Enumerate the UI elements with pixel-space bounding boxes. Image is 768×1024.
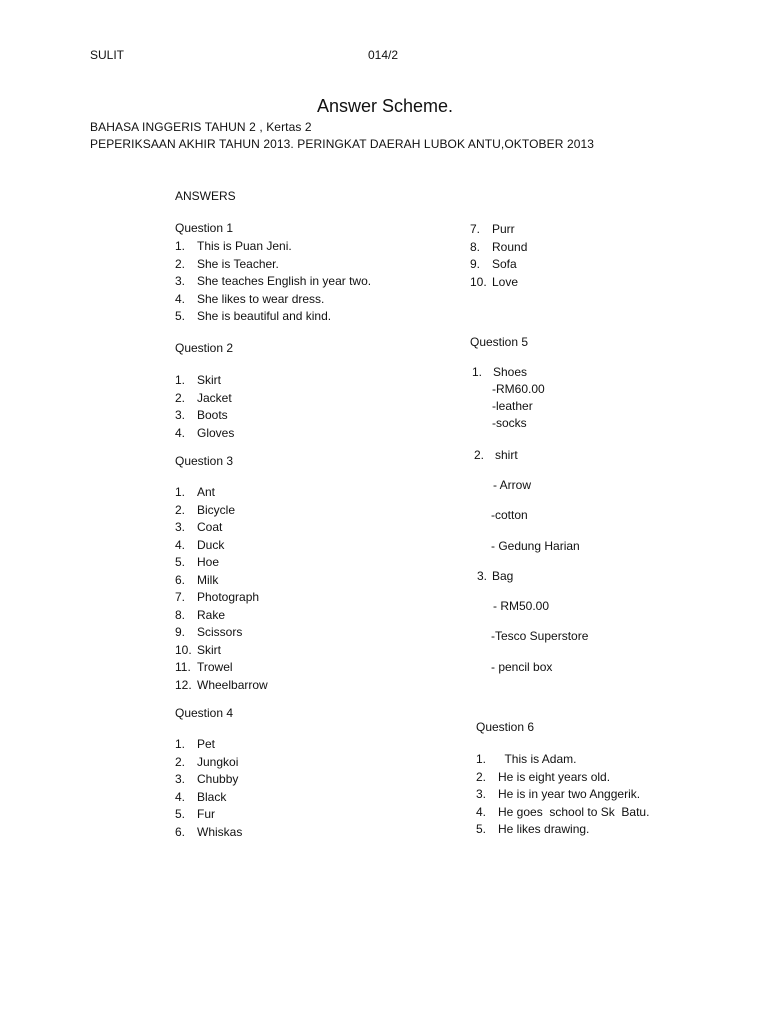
q5-shoes-detail: -socks <box>492 416 527 430</box>
q5-bag-detail: - pencil box <box>491 660 553 674</box>
question-3-list <box>175 484 435 694</box>
list-item: 1. Ant <box>175 485 216 499</box>
list-item: 6. Whiskas <box>175 824 243 839</box>
question-3-title: Question 3 <box>175 454 234 468</box>
list-item: 4. Black <box>175 789 227 804</box>
answers-label: ANSWERS <box>175 189 236 203</box>
header-sulit: SULIT <box>90 48 125 62</box>
list-item: 3. Chubby <box>175 772 239 786</box>
list-item: 8. Round <box>470 239 528 254</box>
question-6-title: Question 6 <box>476 720 535 734</box>
question-4-list <box>175 736 435 841</box>
list-item: 2. Bicycle <box>175 502 236 517</box>
list-item: 4. Duck <box>175 537 225 552</box>
q5-bag-label: Bag <box>492 569 514 583</box>
list-item: 1. Skirt <box>175 373 221 387</box>
list-item: 5. Hoe <box>175 555 220 569</box>
list-item: 8. Rake <box>175 607 226 622</box>
q5-shirt-detail: - Gedung Harian <box>491 539 580 553</box>
q5-shirt-number: 2. <box>474 448 485 462</box>
list-item: 1. This is Adam. <box>476 752 577 766</box>
q5-bag-number: 3. <box>477 569 488 583</box>
page-title: Answer Scheme. <box>317 96 454 116</box>
list-item: 4. He goes school to Sk Batu. <box>476 804 650 819</box>
list-item: 10. Love <box>470 274 519 289</box>
q5-shirt-detail: - Arrow <box>493 478 532 492</box>
list-item: 1. Pet <box>175 737 216 751</box>
list-item: 1. This is Puan Jeni. <box>175 239 292 253</box>
question-6-list <box>476 751 716 839</box>
list-item: 10. Skirt <box>175 642 221 657</box>
list-item: 4. She likes to wear dress. <box>175 291 325 306</box>
list-item: 6. Milk <box>175 572 219 587</box>
q5-shoes-label: Shoes <box>493 365 528 379</box>
subtitle-exam: PEPERIKSAAN AKHIR TAHUN 2013. PERINGKAT DAERAH LUBOK ANTU,OKTOBER 2013 <box>90 137 595 151</box>
list-item: 4. Gloves <box>175 425 235 440</box>
header-paper-code: 014/2 <box>368 48 399 62</box>
question-4-title: Question 4 <box>175 706 234 720</box>
q5-bag-detail: -Tesco Superstore <box>491 629 589 643</box>
list-item: 5. He likes drawing. <box>476 822 590 836</box>
q5-bag-detail: - RM50.00 <box>493 599 550 613</box>
list-item: 3. Coat <box>175 520 223 534</box>
list-item: 2. Jungkoi <box>175 754 239 769</box>
question-5-title: Question 5 <box>470 335 529 349</box>
list-item: 9. Scissors <box>175 625 243 639</box>
question-2-list <box>175 372 435 442</box>
list-item: 12. Wheelbarrow <box>175 677 268 692</box>
list-item: 3. Boots <box>175 408 228 422</box>
question-2-title: Question 2 <box>175 341 234 355</box>
q5-shoes-detail: -RM60.00 <box>492 382 545 396</box>
list-item: 5. Fur <box>175 807 215 821</box>
list-item: 5. She is beautiful and kind. <box>175 309 332 323</box>
list-item: 11. Trowel <box>175 660 233 674</box>
q5-shoes-detail: -leather <box>492 399 533 413</box>
list-item: 2. She is Teacher. <box>175 256 279 271</box>
list-item: 7. Photograph <box>175 590 260 604</box>
list-item: 3. He is in year two Anggerik. <box>476 787 641 801</box>
list-item: 7. Purr <box>470 222 515 236</box>
list-item: 2. He is eight years old. <box>476 769 611 784</box>
list-item: 3. She teaches English in year two. <box>175 274 372 288</box>
q5-shirt-label: shirt <box>495 448 518 462</box>
q5-shoes-number: 1. <box>472 365 483 379</box>
question-1-list <box>175 238 435 326</box>
subtitle-subject: BAHASA INGGERIS TAHUN 2 , Kertas 2 <box>90 120 312 134</box>
q5-shirt-detail: -cotton <box>491 508 528 522</box>
list-item: 9. Sofa <box>470 257 517 271</box>
question-1-title: Question 1 <box>175 221 234 235</box>
question-4-list-continued <box>470 221 710 291</box>
list-item: 2. Jacket <box>175 390 232 405</box>
